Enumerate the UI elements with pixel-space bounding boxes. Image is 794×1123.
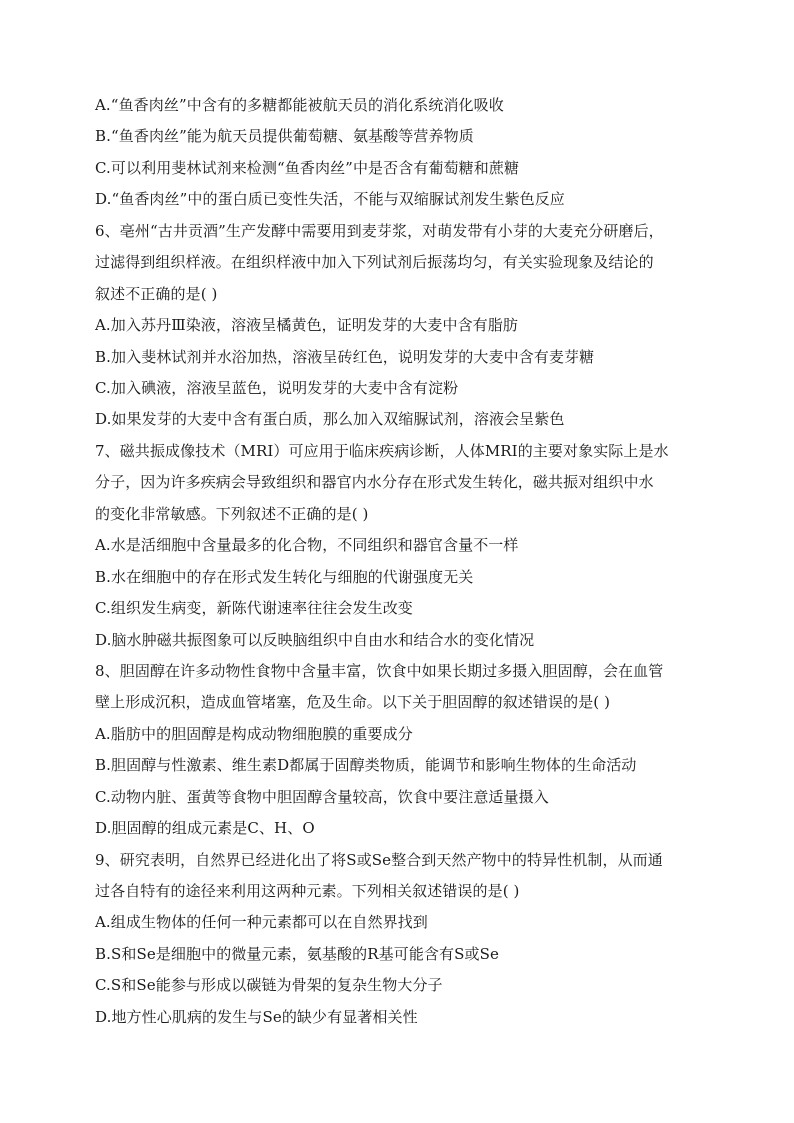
q7-option-a: A.水是活细胞中含量最多的化合物，不同组织和器官含量不一样	[95, 536, 519, 554]
q5-option-c: C.可以利用斐林试剂来检测“鱼香肉丝”中是否含有葡萄糖和蔗糖	[95, 159, 520, 177]
q7-option-b: B.水在细胞中的存在形式发生转化与细胞的代谢强度无关	[95, 568, 474, 586]
q6-stem-line-3: 叙述不正确的是( )	[95, 285, 218, 303]
q6-option-c: C.加入碘液，溶液呈蓝色，说明发芽的大麦中含有淀粉	[95, 379, 459, 397]
q9-option-b: B.S和Se是细胞中的微量元素，氨基酸的R基可能含有S或Se	[95, 945, 499, 963]
q6-option-d: D.如果发芽的大麦中含有蛋白质，那么加入双缩脲试剂，溶液会呈紫色	[95, 410, 565, 428]
q7-stem-line-2: 分子，因为许多疾病会导致组织和器官内水分存在形式发生转化，磁共振对组织中水	[95, 473, 654, 491]
q6-option-a: A.加入苏丹Ⅲ染液，溶液呈橘黄色，证明发芽的大麦中含有脂肪	[95, 316, 518, 334]
q8-option-d: D.胆固醇的组成元素是C、H、O	[95, 819, 315, 837]
q8-stem-line-2: 壁上形成沉积，造成血管堵塞，危及生命。以下关于胆固醇的叙述错误的是( )	[95, 693, 611, 711]
q9-stem-line-1: 9、研究表明，自然界已经进化出了将S或Se整合到天然产物中的特异性机制，从而通	[95, 851, 663, 869]
q5-option-b: B.“鱼香肉丝”能为航天员提供葡萄糖、氨基酸等营养物质	[95, 127, 474, 145]
q5-option-d: D.“鱼香肉丝”中的蛋白质已变性失活，不能与双缩脲试剂发生紫色反应	[95, 190, 565, 208]
q8-stem-line-1: 8、胆固醇在许多动物性食物中含量丰富，饮食中如果长期过多摄入胆固醇，会在血管	[95, 662, 664, 680]
q6-option-b: B.加入斐林试剂并水浴加热，溶液呈砖红色，说明发芽的大麦中含有麦芽糖	[95, 348, 595, 366]
q7-option-d: D.脑水肿磁共振图象可以反映脑组织中自由水和结合水的变化情况	[95, 631, 535, 649]
q8-option-c: C.动物内脏、蛋黄等食物中胆固醇含量较高，饮食中要注意适量摄入	[95, 788, 549, 806]
q9-option-a: A.组成生物体的任何一种元素都可以在自然界找到	[95, 913, 428, 931]
q9-option-d: D.地方性心肌病的发生与Se的缺少有显著相关性	[95, 1008, 418, 1026]
q9-option-c: C.S和Se能参与形成以碳链为骨架的复杂生物大分子	[95, 976, 443, 994]
q7-stem-line-1: 7、磁共振成像技术（MRI）可应用于临床疾病诊断，人体MRI的主要对象实际上是水	[95, 442, 669, 460]
q9-stem-line-2: 过各自特有的途径来利用这两种元素。下列相关叙述错误的是( )	[95, 882, 520, 900]
q6-stem-line-1: 6、亳州“古井贡酒”生产发酵中需要用到麦芽浆，对萌发带有小芽的大麦充分研磨后，	[95, 222, 664, 240]
q6-stem-line-2: 过滤得到组织样液。在组织样液中加入下列试剂后振荡均匀，有关实验现象及结论的	[95, 253, 654, 271]
q8-option-b: B.胆固醇与性激素、维生素D都属于固醇类物质，能调节和影响生物体的生命活动	[95, 756, 637, 774]
q7-stem-line-3: 的变化非常敏感。下列叙述不正确的是( )	[95, 505, 369, 523]
q7-option-c: C.组织发生病变，新陈代谢速率往往会发生改变	[95, 599, 413, 617]
q8-option-a: A.脂肪中的胆固醇是构成动物细胞膜的重要成分	[95, 725, 413, 743]
q5-option-a: A.“鱼香肉丝”中含有的多糖都能被航天员的消化系统消化吸收	[95, 96, 504, 114]
